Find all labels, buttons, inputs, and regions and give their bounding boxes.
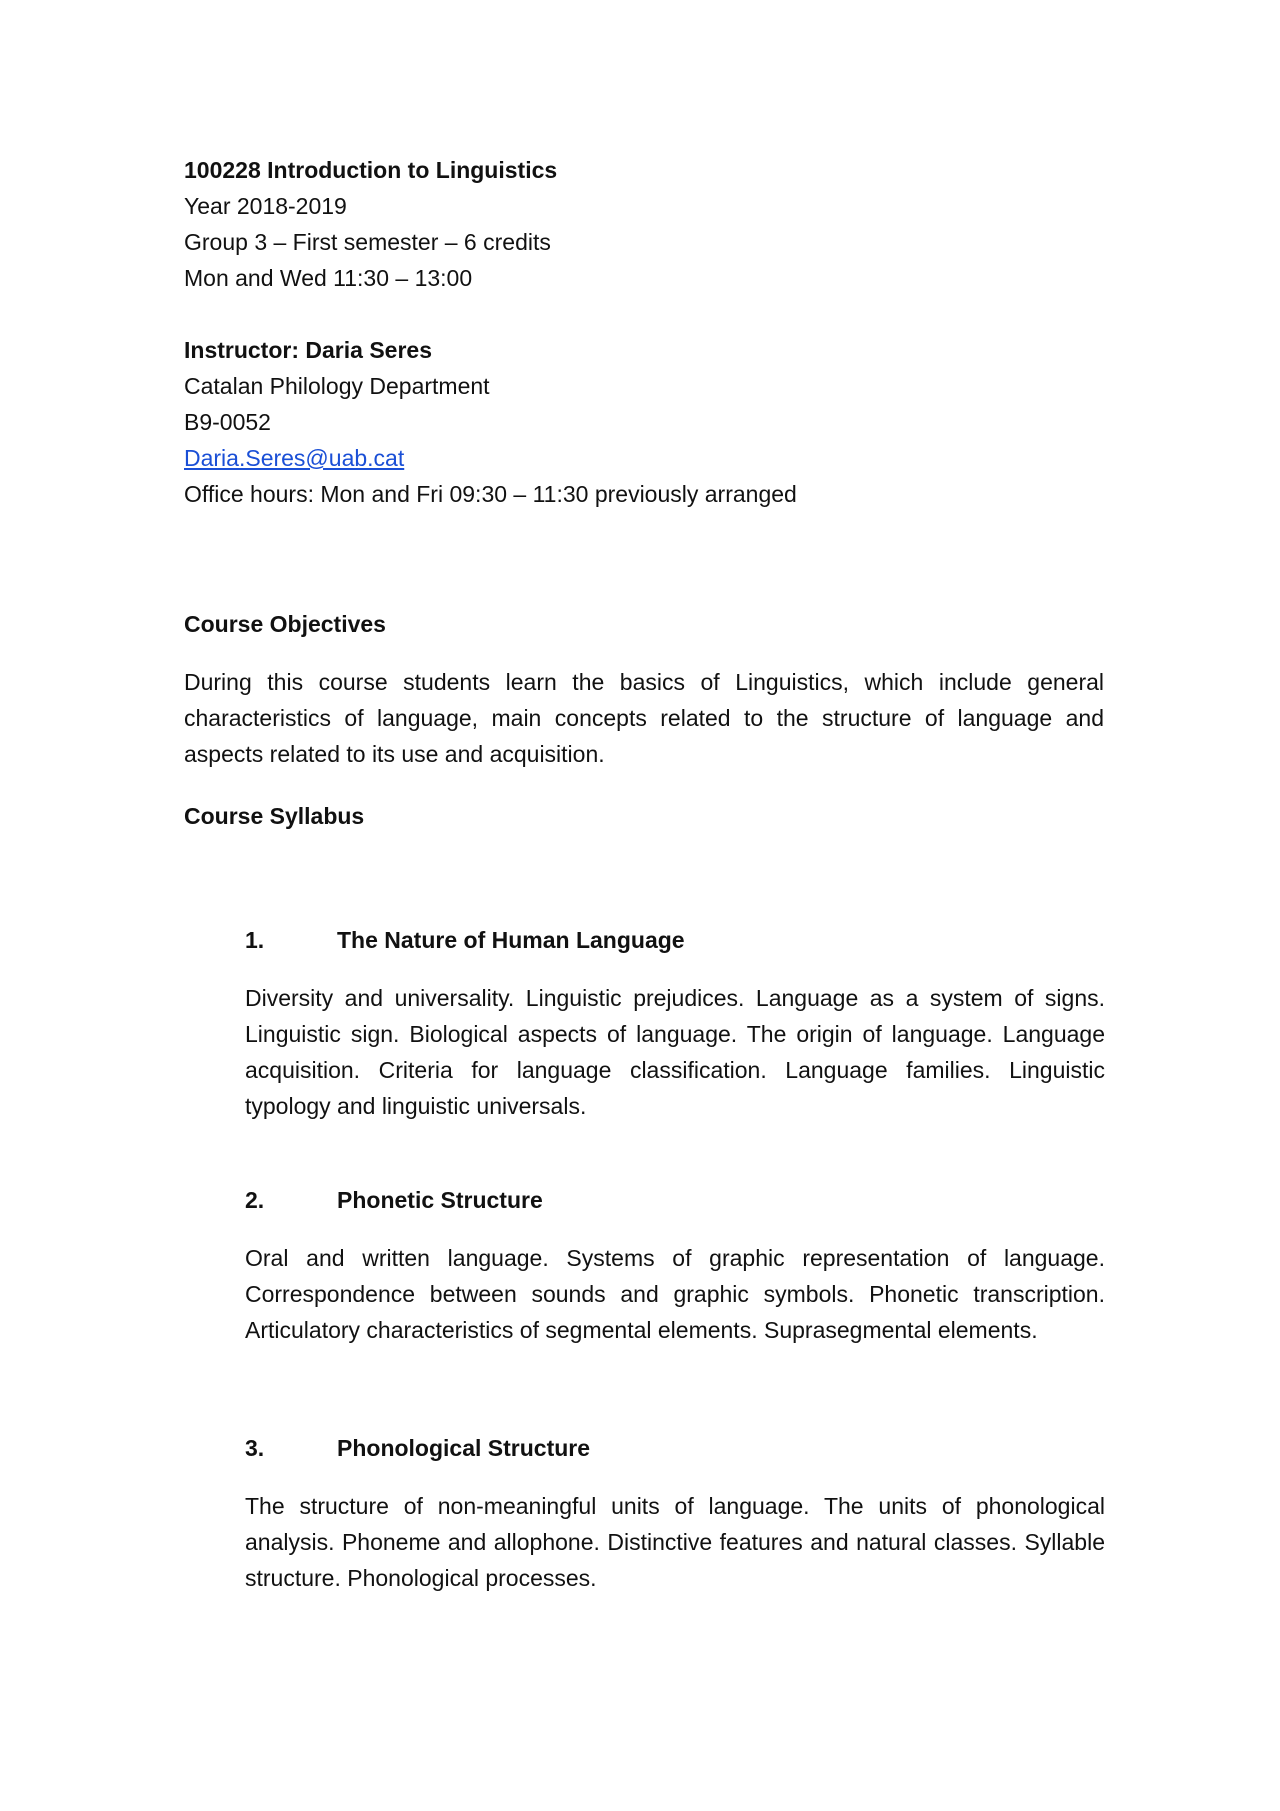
section-title-row [245,1430,1105,1466]
spacer [184,296,1104,332]
section-title: Phonological Structure [337,1435,591,1461]
course-group: Group 3 – First semester – 6 credits [184,229,551,255]
objectives-text: During this course students learn the basics of Linguistics, which include general characteristics of language, main concepts related to the structure of language and aspects related to its use and acquisition. [184,669,1104,767]
course-title: 100228 Introduction to Linguistics [184,157,558,183]
instructor-office: B9-0052 [184,409,271,435]
course-header [184,152,1104,296]
syllabus-section-3 [245,1430,1105,1596]
syllabus-section-2 [245,1182,1105,1348]
section-title-row [245,1182,1105,1218]
section-title: Phonetic Structure [337,1187,543,1213]
section-title-row [245,922,1105,958]
syllabus-heading: Course Syllabus [184,803,365,829]
document-page [184,152,1104,1596]
instructor-name: Instructor: Daria Seres [184,337,432,363]
course-schedule: Mon and Wed 11:30 – 13:00 [184,265,473,291]
section-number: 1. [245,927,265,953]
section-text: The structure of non-meaningful units of language. The units of phonological analysis. Phoneme and allophone. Distinctive features and natural classes. Syllable structure. Phonological processes. [245,1493,1105,1591]
spacer [184,512,1104,606]
syllabus-section-1 [245,922,1105,1124]
instructor-email-link[interactable]: Daria.Seres@uab.cat [184,445,405,471]
section-number: 3. [245,1435,265,1461]
course-year: Year 2018-2019 [184,193,347,219]
objectives-heading: Course Objectives [184,611,386,637]
instructor-office-hours: Office hours: Mon and Fri 09:30 – 11:30 previously arranged [184,481,797,507]
section-number: 2. [245,1187,265,1213]
section-title: The Nature of Human Language [337,927,685,953]
instructor-block [184,332,1104,512]
instructor-department: Catalan Philology Department [184,373,490,399]
section-text: Diversity and universality. Linguistic prejudices. Language as a system of signs. Linguistic sign. Biological aspects of language. The origin of language. Language acquisition. Criteria for language classification. Language families. Linguistic typology and linguistic universals. [245,985,1105,1119]
section-text: Oral and written language. Systems of graphic representation of language. Correspondence between sounds and graphic symbols. Phonetic transcription. Articulatory characteristics of segmental elements. Suprasegmental elements. [245,1245,1105,1343]
